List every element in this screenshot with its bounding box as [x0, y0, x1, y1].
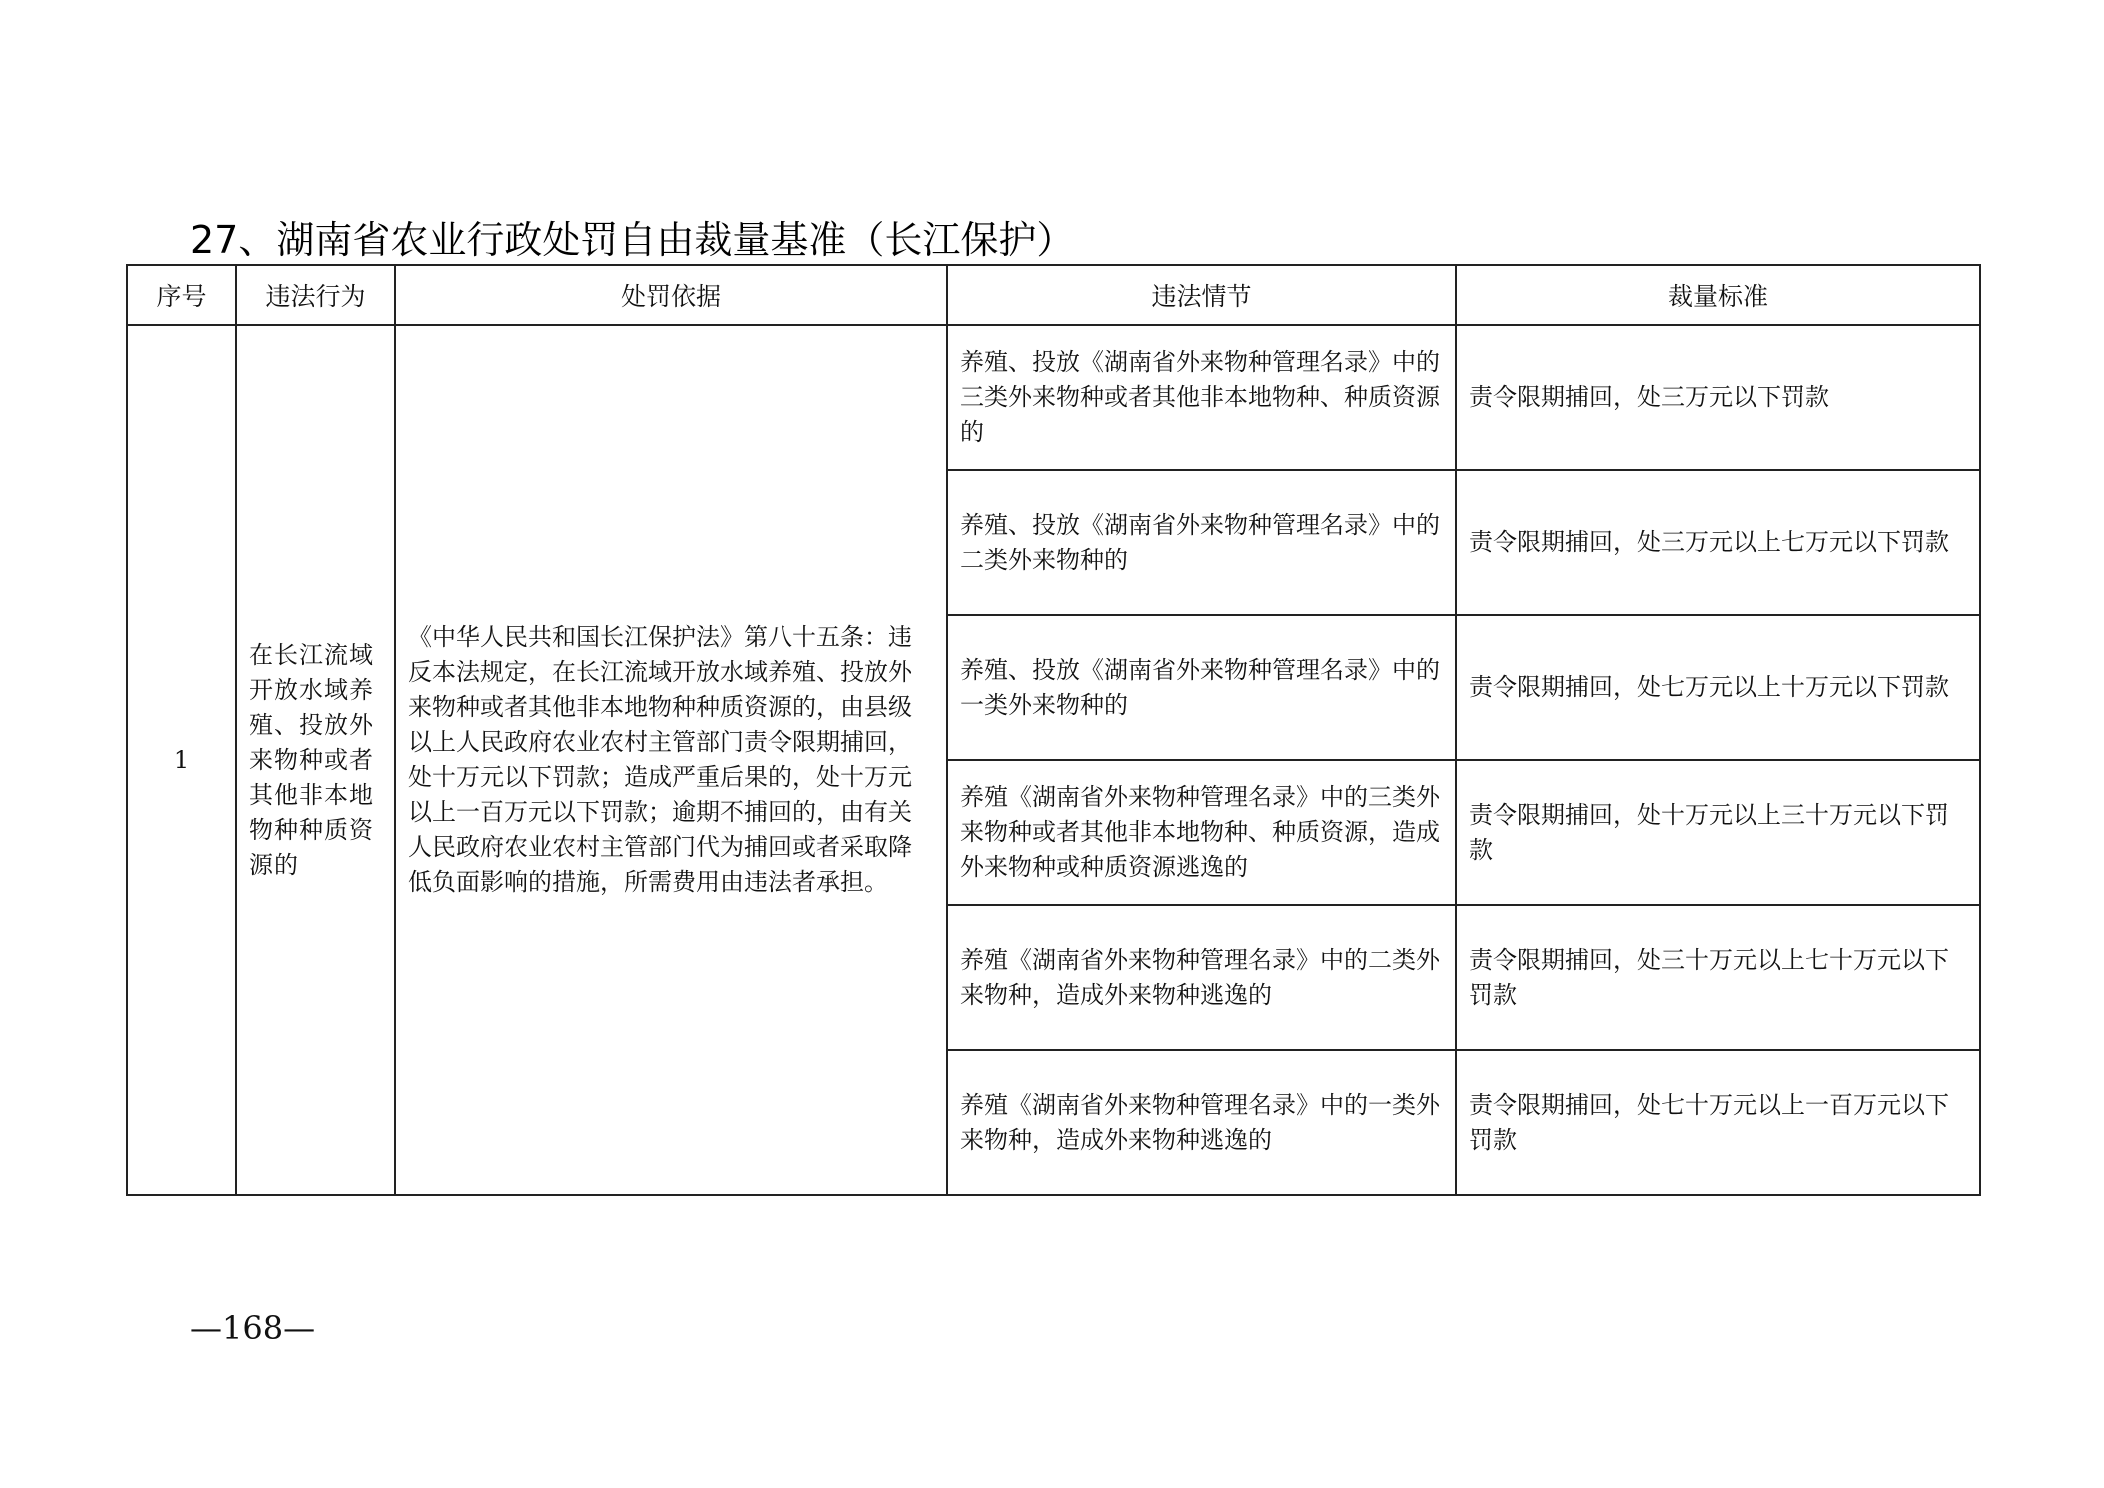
cell-circumstance: 养殖、投放《湖南省外来物种管理名录》中的二类外来物种的	[947, 470, 1456, 615]
header-circumstance: 违法情节	[947, 265, 1456, 325]
header-act: 违法行为	[236, 265, 395, 325]
cell-standard: 责令限期捕回，处十万元以上三十万元以下罚款	[1456, 760, 1980, 905]
cell-circumstance: 养殖《湖南省外来物种管理名录》中的二类外来物种，造成外来物种逃逸的	[947, 905, 1456, 1050]
page-number: —168—	[190, 1309, 316, 1347]
table-row	[127, 325, 1980, 470]
header-seq: 序号	[127, 265, 236, 325]
cell-standard: 责令限期捕回，处三十万元以上七十万元以下罚款	[1456, 905, 1980, 1050]
cell-circumstance: 养殖《湖南省外来物种管理名录》中的三类外来物种或者其他非本地物种、种质资源，造成外来物种或种质资源逃逸的	[947, 760, 1456, 905]
table-header-row	[127, 265, 1980, 325]
cell-seq: 1	[127, 325, 236, 1195]
cell-legal-basis: 《中华人民共和国长江保护法》第八十五条：违反本法规定，在长江流域开放水域养殖、投放外来物种或者其他非本地物种种质资源的，由县级以上人民政府农业农村主管部门责令限期捕回，处十万元以下罚款；造成严重后果的，处十万元以上一百万元以下罚款；逾期不捕回的，由有关人民政府农业农村主管部门代为捕回或者采取降低负面影响的措施，所需费用由违法者承担。	[395, 325, 947, 1195]
cell-standard: 责令限期捕回，处三万元以下罚款	[1456, 325, 1980, 470]
page-title: 27、湖南省农业行政处罚自由裁量基准（长江保护）	[190, 218, 1075, 262]
cell-standard: 责令限期捕回，处七十万元以上一百万元以下罚款	[1456, 1050, 1980, 1195]
cell-circumstance: 养殖、投放《湖南省外来物种管理名录》中的一类外来物种的	[947, 615, 1456, 760]
penalty-discretion-table	[126, 264, 1981, 1196]
header-basis: 处罚依据	[395, 265, 947, 325]
cell-circumstance: 养殖《湖南省外来物种管理名录》中的一类外来物种，造成外来物种逃逸的	[947, 1050, 1456, 1195]
cell-standard: 责令限期捕回，处三万元以上七万元以下罚款	[1456, 470, 1980, 615]
cell-violation: 在长江流域开放水域养殖、投放外来物种或者其他非本地物种种质资源的	[236, 325, 395, 1195]
cell-standard: 责令限期捕回，处七万元以上十万元以下罚款	[1456, 615, 1980, 760]
cell-circumstance: 养殖、投放《湖南省外来物种管理名录》中的三类外来物种或者其他非本地物种、种质资源的	[947, 325, 1456, 470]
header-standard: 裁量标准	[1456, 265, 1980, 325]
